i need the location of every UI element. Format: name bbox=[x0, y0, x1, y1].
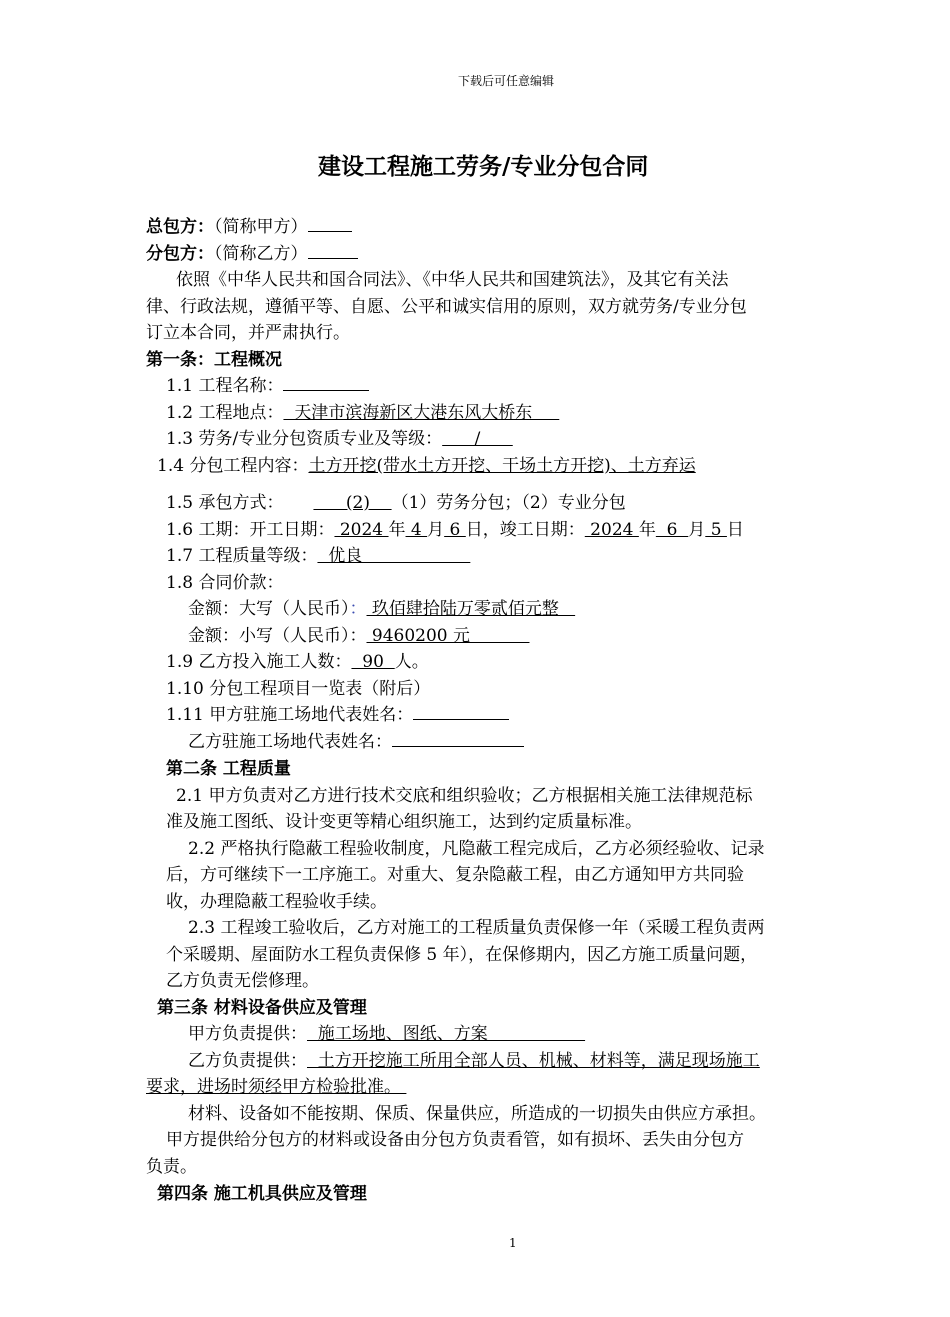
para-2-3-line-2: 个采暖期、屋面防水工程负责保修 5 年），在保修期内，因乙方施工质量问题， bbox=[166, 945, 758, 965]
quality-grade-value: 优良 bbox=[317, 546, 471, 566]
party-a-rep-blank bbox=[413, 703, 509, 720]
item-1-1 bbox=[166, 373, 369, 399]
amount-big-label: 金额：大写（人民币） bbox=[188, 599, 350, 619]
para-2-2-line-1: 2.2 严格执行隐蔽工程验收制度，凡隐蔽工程完成后，乙方必须经验收、记录 bbox=[188, 839, 765, 859]
item-1-4-label: 1.4 分包工程内容： bbox=[157, 456, 309, 476]
item-1-11 bbox=[166, 702, 509, 728]
article-3-heading: 第三条 材料设备供应及管理 bbox=[157, 998, 367, 1018]
intro-line-3: 订立本合同，并严肃执行。 bbox=[146, 323, 350, 343]
intro-line-1: 依照《中华人民共和国合同法》、《中华人民共和国建筑法》，及其它有关法 bbox=[176, 270, 729, 290]
party-b-line bbox=[146, 241, 358, 267]
period-text-4: 日，竣工日期： bbox=[465, 520, 585, 540]
party-b-rep-blank bbox=[392, 730, 524, 747]
qualification-value: / bbox=[442, 429, 513, 449]
party-a-supply-label: 甲方负责提供： bbox=[188, 1024, 307, 1044]
article-2-heading: 第二条 工程质量 bbox=[166, 759, 291, 779]
item-1-9-label: 1.9 乙方投入施工人数： bbox=[166, 652, 352, 672]
item-1-3 bbox=[166, 426, 513, 452]
page-number: 1 bbox=[509, 1236, 517, 1250]
start-day: 6 bbox=[444, 520, 466, 540]
period-text-7: 日 bbox=[726, 520, 744, 540]
item-1-8: 1.8 合同价款： bbox=[166, 573, 284, 593]
para-2-3-line-1: 2.3 工程竣工验收后，乙方对施工的工程质量负责保修一年（采暖工程负责两 bbox=[188, 918, 765, 938]
party-b-supply-label: 乙方负责提供： bbox=[188, 1051, 307, 1071]
workers-unit: 人。 bbox=[394, 652, 429, 672]
amount-small-line bbox=[188, 623, 529, 649]
workers-count-value: 90 bbox=[351, 652, 395, 672]
start-year: 2024 bbox=[334, 520, 389, 540]
para-2-2-line-3: 收，办理隐蔽工程验收手续。 bbox=[166, 892, 387, 912]
supply-para-2-line-1: 甲方提供给分包方的材料或设备由分包方负责看管，如有损坏、丢失由分包方 bbox=[166, 1130, 744, 1150]
document-title: 建设工程施工劳务/专业分包合同 bbox=[318, 154, 649, 180]
party-b-blank bbox=[308, 242, 358, 259]
party-b-supply-line bbox=[188, 1048, 760, 1074]
period-text-5: 年 bbox=[638, 520, 656, 540]
party-b-supply-value-1: 土方开挖施工所用全部人员、机械、材料等，满足现场施工 bbox=[307, 1051, 760, 1071]
item-1-6 bbox=[166, 517, 744, 543]
item-1-5 bbox=[166, 490, 626, 516]
contract-mode-value: (2) bbox=[313, 493, 392, 513]
para-2-3-line-3: 乙方负责无偿修理。 bbox=[166, 971, 319, 991]
party-a-label: 总包方： bbox=[146, 217, 214, 237]
item-1-11-b bbox=[188, 729, 524, 755]
work-content-value: 土方开挖(带水土方开挖、干场土方开挖)、土方弃运 bbox=[308, 456, 696, 476]
item-1-5-label: 1.5 承包方式： bbox=[166, 493, 284, 513]
end-month: 6 bbox=[655, 520, 689, 540]
party-b-text: （简称乙方） bbox=[214, 244, 308, 264]
party-a-line bbox=[146, 214, 352, 240]
amount-big-colon: ： bbox=[349, 599, 367, 619]
item-1-4 bbox=[157, 453, 696, 479]
party-b-label: 分包方： bbox=[146, 244, 214, 264]
amount-small-value: 9460200 元 bbox=[366, 626, 530, 646]
intro-line-2: 律、行政法规，遵循平等、自愿、公平和诚实信用的原则，双方就劳务/专业分包 bbox=[146, 297, 747, 317]
item-1-2-label: 1.2 工程地点： bbox=[166, 403, 284, 423]
period-text-3: 月 bbox=[427, 520, 445, 540]
period-text-2: 年 bbox=[388, 520, 406, 540]
article-1-heading: 第一条：工程概况 bbox=[146, 350, 282, 370]
period-text-6: 月 bbox=[688, 520, 706, 540]
item-1-7 bbox=[166, 543, 470, 569]
amount-big-line bbox=[188, 596, 575, 622]
item-1-10: 1.10 分包工程项目一览表（附后） bbox=[166, 679, 431, 699]
item-1-2 bbox=[166, 400, 559, 426]
end-year: 2024 bbox=[584, 520, 639, 540]
start-month: 4 bbox=[405, 520, 428, 540]
contract-mode-options: （1）劳务分包；（2）专业分包 bbox=[391, 493, 626, 513]
period-text-1: 1.6 工期：开工日期： bbox=[166, 520, 335, 540]
amount-big-value: 玖佰肆拾陆万零贰佰元整 bbox=[366, 599, 576, 619]
item-1-11-b-label: 乙方驻施工场地代表姓名： bbox=[188, 732, 392, 752]
item-1-11-label: 1.11 甲方驻施工场地代表姓名： bbox=[166, 705, 414, 725]
project-location-value: 天津市滨海新区大港东风大桥东 bbox=[283, 403, 560, 423]
party-a-blank bbox=[308, 215, 352, 232]
amount-small-label: 金额：小写（人民币）： bbox=[188, 626, 367, 646]
party-b-supply-value-2: 要求，进场时须经甲方检验批准。 bbox=[146, 1077, 407, 1097]
item-1-3-label: 1.3 劳务/专业分包资质专业及等级： bbox=[166, 429, 443, 449]
para-2-2-line-2: 后，方可继续下一工序施工。对重大、复杂隐蔽工程，由乙方通知甲方共同验 bbox=[166, 865, 744, 885]
item-1-9 bbox=[166, 649, 429, 675]
para-2-1-line-2: 准及施工图纸、设计变更等精心组织施工，达到约定质量标准。 bbox=[166, 812, 642, 832]
item-1-7-label: 1.7 工程质量等级： bbox=[166, 546, 318, 566]
page-header: 下载后可任意编辑 bbox=[458, 74, 555, 88]
supply-para-1: 材料、设备如不能按期、保质、保量供应，所造成的一切损失由供应方承担。 bbox=[188, 1104, 766, 1124]
party-a-text: （简称甲方） bbox=[214, 217, 308, 237]
party-a-supply-line bbox=[188, 1021, 585, 1047]
end-day: 5 bbox=[705, 520, 727, 540]
para-2-1-line-1: 2.1 甲方负责对乙方进行技术交底和组织验收；乙方根据相关施工法律规范标 bbox=[176, 786, 753, 806]
party-a-supply-value: 施工场地、图纸、方案 bbox=[307, 1024, 586, 1044]
project-name-blank bbox=[283, 374, 369, 391]
item-1-1-label: 1.1 工程名称： bbox=[166, 376, 284, 396]
article-4-heading: 第四条 施工机具供应及管理 bbox=[157, 1184, 367, 1204]
supply-para-2-line-2: 负责。 bbox=[146, 1157, 197, 1177]
